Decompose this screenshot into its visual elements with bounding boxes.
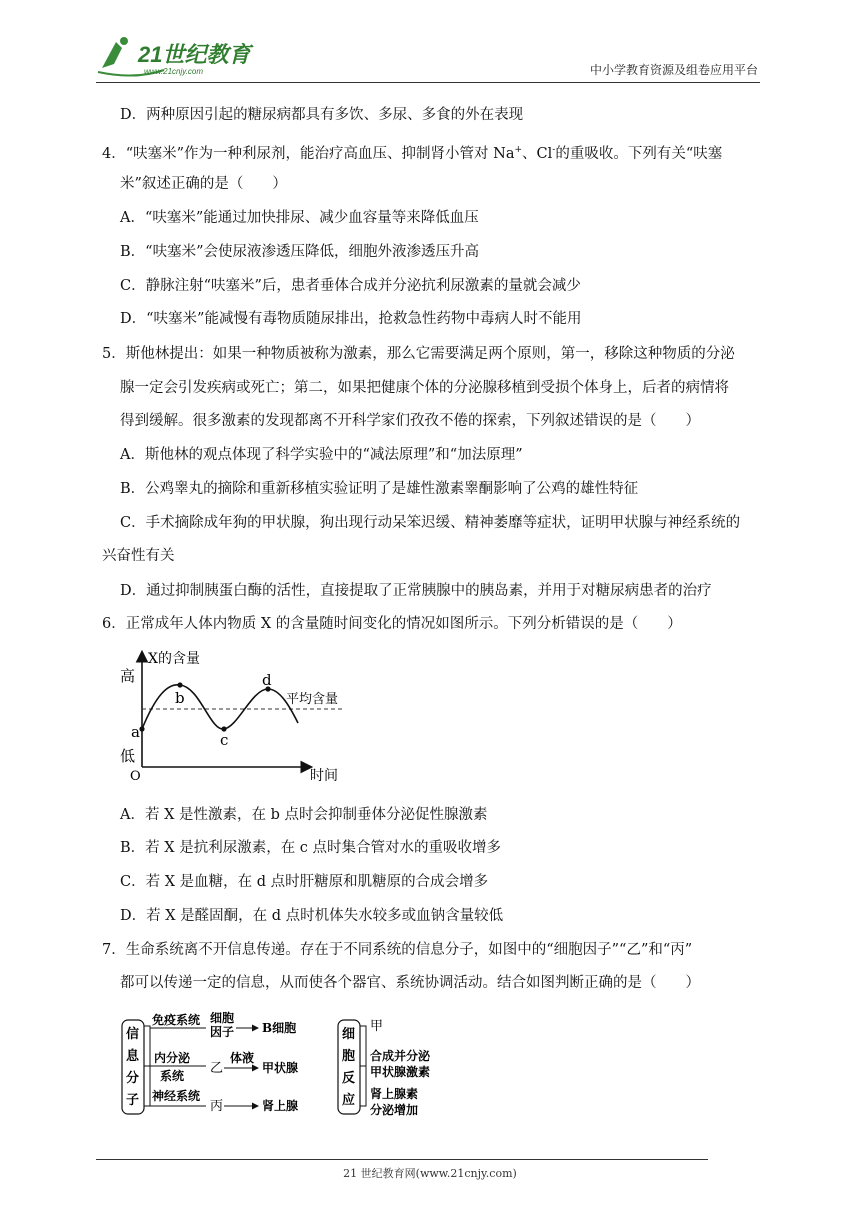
q5-stem-line1: 5．斯他林提出：如果一种物质被称为激素，那么它需要满足两个原则，第一，移除这种物质的分泌 bbox=[102, 346, 735, 362]
q6-option-c: C．若 X 是血糖，在 d 点时肝糖原和肌糖原的合成会增多 bbox=[120, 874, 489, 890]
response-thyroid-1: 合成并分泌 bbox=[370, 1049, 431, 1063]
site-logo bbox=[96, 34, 266, 78]
info-char-4: 子 bbox=[126, 1093, 140, 1108]
molecule-yi: 乙 bbox=[210, 1061, 224, 1076]
content-curve bbox=[142, 685, 298, 729]
y-axis-title: X的含量 bbox=[148, 651, 200, 667]
endocrine-system-label-1: 内分泌 bbox=[154, 1051, 191, 1065]
response-char-2: 胞 bbox=[342, 1049, 356, 1064]
q6-option-a: A．若 X 是性激素，在 b 点时会抑制垂体分泌促性腺激素 bbox=[120, 807, 488, 823]
q7-stem-line1: 7．生命系统离不开信息传递。存在于不同系统的信息分子，如图中的“细胞因子”“乙”和“丙” bbox=[102, 942, 693, 958]
endocrine-system-label-2: 系统 bbox=[160, 1069, 185, 1083]
response-adrenal-1: 肾上腺素 bbox=[370, 1087, 419, 1101]
y-high-label: 高 bbox=[120, 667, 136, 685]
label-b: b bbox=[175, 689, 185, 707]
q5-option-c-line1: C．手术摘除成年狗的甲状腺，狗出现行动呆笨迟缓、精神萎靡等症状，证明甲状腺与神经系统的 bbox=[120, 515, 741, 531]
label-d: d bbox=[262, 671, 272, 689]
svg-text:www.21cnjy.com: www.21cnjy.com bbox=[144, 67, 203, 76]
cytokine-label-2: 因子 bbox=[210, 1025, 235, 1039]
b-cell-label: B细胞 bbox=[262, 1021, 297, 1035]
response-adrenal-2: 分泌增加 bbox=[370, 1103, 419, 1117]
svg-text:21世纪教育: 21世纪教育 bbox=[138, 42, 251, 67]
q6-option-d: D．若 X 是醛固酮，在 d 点时机体失水较多或血钠含量较低 bbox=[120, 908, 504, 924]
point-b bbox=[177, 682, 182, 687]
q4-stem-line1: 4．“呋塞米”作为一种利尿剂，能治疗高血压、抑制肾小管对 Na+、Cl-的重吸收。下列有关“呋塞 bbox=[102, 145, 723, 162]
q4-option-d: D．“呋塞米”能减慢有毒物质随尿排出，抢救急性药物中毒病人时不能用 bbox=[120, 311, 582, 327]
origin-label: O bbox=[130, 769, 141, 784]
immune-system-label: 免疫系统 bbox=[152, 1013, 201, 1027]
q6-stem: 6．正常成年人体内物质 X 的含量随时间变化的情况如图所示。下列分析错误的是（ ） bbox=[102, 616, 682, 632]
q7-diagram bbox=[118, 1006, 448, 1128]
q5-option-a: A．斯他林的观点体现了科学实验中的“减法原理”和“加法原理” bbox=[120, 447, 523, 463]
response-jia: 甲 bbox=[370, 1019, 384, 1034]
label-c: c bbox=[220, 731, 229, 749]
x-axis-title: 时间 bbox=[310, 768, 338, 784]
q3-option-d: D．两种原因引起的糖尿病都具有多饮、多尿、多食的外在表现 bbox=[120, 107, 524, 123]
molecule-bing: 丙 bbox=[210, 1099, 224, 1114]
footer-divider bbox=[96, 1159, 708, 1160]
cytokine-label-1: 细胞 bbox=[210, 1011, 235, 1025]
label-a: a bbox=[131, 723, 140, 741]
q6-graph bbox=[112, 645, 352, 785]
q4-option-c: C．静脉注射“呋塞米”后，患者垂体合成并分泌抗利尿激素的量就会减少 bbox=[120, 278, 581, 294]
info-char-2: 息 bbox=[126, 1049, 140, 1064]
response-char-4: 应 bbox=[342, 1093, 356, 1108]
q4-option-a: A．“呋塞米”能通过加快排尿、减少血容量等来降低血压 bbox=[120, 210, 479, 226]
adrenal-label: 肾上腺 bbox=[262, 1099, 299, 1113]
page-header bbox=[96, 32, 760, 83]
q5-stem-line3: 得到缓解。很多激素的发现都离不开科学家们孜孜不倦的探索，下列叙述错误的是（ ） bbox=[120, 413, 700, 429]
y-low-label: 低 bbox=[120, 747, 136, 765]
q7-stem-line2: 都可以传递一定的信息，从而使各个器官、系统协调活动。结合如图判断正确的是（ ） bbox=[120, 975, 700, 991]
response-thyroid-2: 甲状腺激素 bbox=[370, 1065, 431, 1079]
point-a bbox=[139, 726, 144, 731]
thyroid-label: 甲状腺 bbox=[262, 1061, 299, 1075]
q4-stem-line2: 米”叙述正确的是（ ） bbox=[120, 176, 287, 192]
platform-name: 中小学教育资源及组卷应用平台 bbox=[589, 63, 758, 77]
response-char-3: 反 bbox=[342, 1071, 356, 1086]
nervous-system-label: 神经系统 bbox=[152, 1089, 201, 1103]
q5-option-d: D．通过抑制胰蛋白酶的活性，直接提取了正常胰腺中的胰岛素，并用于对糖尿病患者的治疗 bbox=[120, 583, 712, 599]
q5-stem-line2: 腺一定会引发疾病或死亡；第二，如果把健康个体的分泌腺移植到受损个体身上，后者的病情将 bbox=[120, 380, 729, 396]
q5-option-b: B．公鸡睾丸的摘除和重新移植实验证明了是雄性激素睾酮影响了公鸡的雄性特征 bbox=[120, 481, 639, 497]
average-label: 平均含量 bbox=[286, 692, 339, 707]
q5-option-c-line2: 兴奋性有关 bbox=[102, 548, 175, 564]
info-char-3: 分 bbox=[126, 1071, 140, 1086]
info-char-1: 信 bbox=[126, 1027, 140, 1042]
page-footer: 21 世纪教育网(www.21cnjy.com) bbox=[343, 1167, 517, 1180]
q4-option-b: B．“呋塞米”会使尿液渗透压降低，细胞外液渗透压升高 bbox=[120, 244, 479, 260]
q6-option-b: B．若 X 是抗利尿激素，在 c 点时集合管对水的重吸收增多 bbox=[120, 840, 502, 856]
body-fluid-label: 体液 bbox=[230, 1051, 255, 1065]
response-char-1: 细 bbox=[342, 1027, 356, 1042]
